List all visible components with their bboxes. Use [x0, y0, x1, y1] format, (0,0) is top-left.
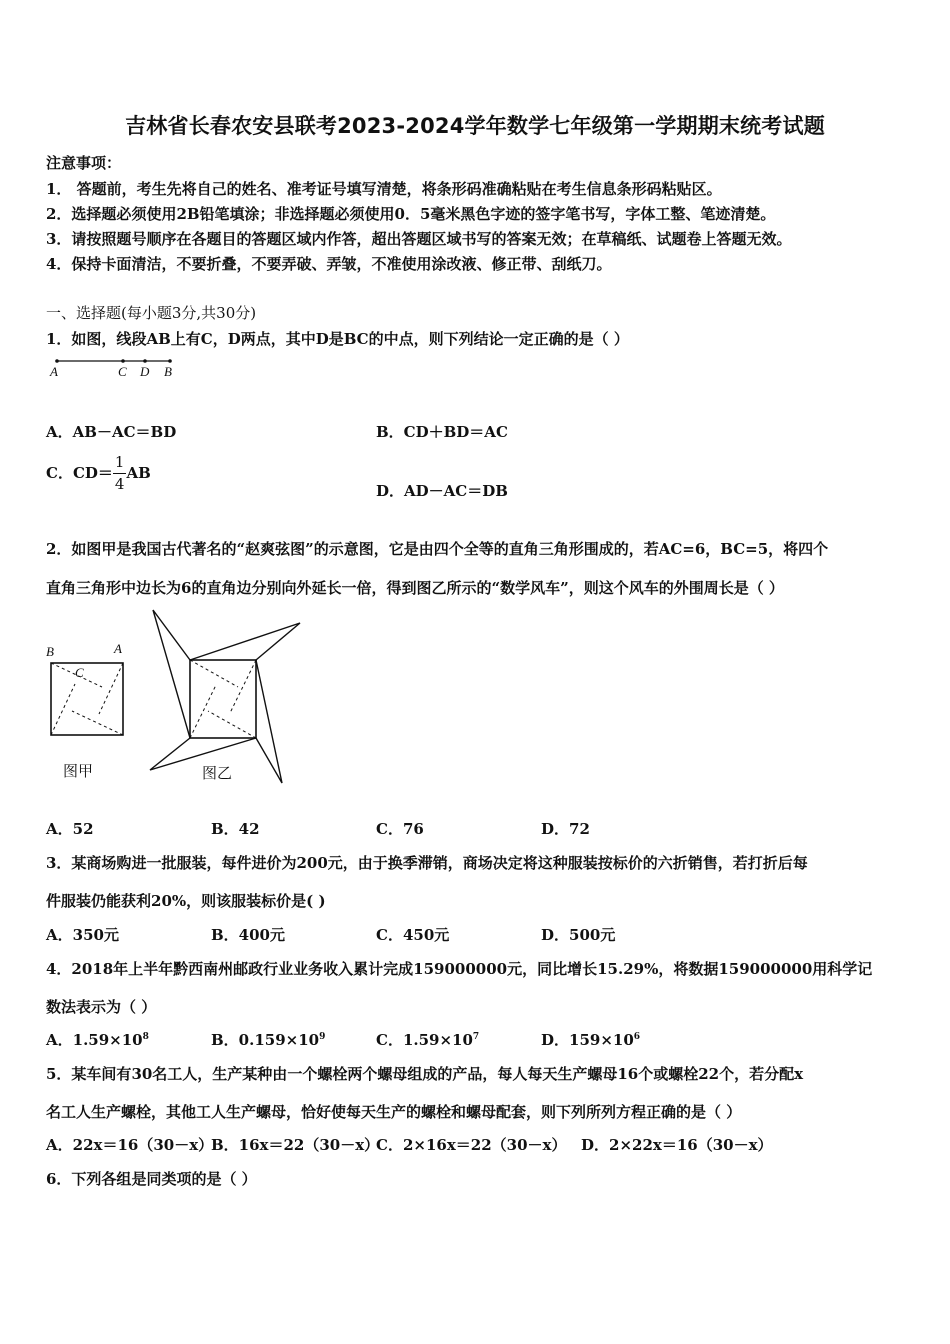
q3-stem-line2: 件服装仍能获利20%，则该服装标价是( ) [46, 892, 326, 910]
fraction-denominator: 4 [114, 475, 125, 493]
q4-option-b [211, 1029, 325, 1050]
q4-stem-line1: 4．2018年上半年黔西南州邮政行业业务收入累计完成159000000元，同比增长15.29%，将数据159000000用科学记 [46, 960, 873, 978]
point-b-label: B [164, 364, 172, 379]
center-square [190, 660, 256, 738]
q4-option-b-base: B．0.159×10 [211, 1031, 320, 1049]
q2-option-c: C．76 [376, 820, 424, 838]
q3-option-c: C．450元 [376, 926, 450, 944]
q5-option-b: B．16x＝22（30－x） [211, 1136, 380, 1154]
q5-stem-line2: 名工人生产螺栓，其他工人生产螺母，恰好使每天生产的螺栓和螺母配套，则下列所列方程正确的是（ ） [46, 1103, 742, 1121]
q1-option-c [46, 455, 151, 492]
figure-yi-math-windmill [148, 605, 308, 787]
q6-stem: 6．下列各组是同类项的是（ ） [46, 1170, 257, 1188]
fig-jia-label-a: A [114, 641, 122, 656]
notice-item-1: 1． 答题前，考生先将自己的姓名、准考证号填写清楚，将条形码准确粘贴在考生信息条形码粘贴区。 [46, 180, 722, 198]
inner-dashed-lines [190, 660, 256, 738]
q4-stem-line2: 数法表示为（ ） [46, 998, 157, 1016]
point-b-dot [168, 359, 172, 363]
section-heading: 一、选择题(每小题3分,共30分) [46, 304, 257, 322]
outer-square [51, 663, 123, 735]
q4-option-a-exp: 8 [142, 1032, 149, 1042]
point-d-label: D [140, 364, 150, 379]
q2-option-a: A．52 [46, 820, 94, 838]
q1-option-c-suffix: AB [126, 464, 151, 482]
page-title: 吉林省长春农安县联考2023-2024学年数学七年级第一学期期末统考试题 [125, 114, 825, 138]
fig-jia-label-c: C [75, 665, 84, 680]
q5-option-a: A．22x＝16（30－x） [46, 1136, 214, 1154]
q2-option-b: B．42 [211, 820, 260, 838]
q4-option-c [376, 1029, 479, 1050]
fig-jia-label-b: B [46, 644, 54, 659]
q4-option-c-base: C．1.59×10 [376, 1031, 473, 1049]
q5-option-c: C．2×16x＝22（30－x） [376, 1136, 567, 1154]
q2-option-d: D．72 [541, 820, 590, 838]
q5-option-d: D．2×22x＝16（30－x） [581, 1136, 773, 1154]
point-c-dot [121, 359, 125, 363]
notice-item-3: 3．请按照题号顺序在各题目的答题区域内作答，超出答题区域书写的答案无效；在草稿纸、试题卷上答题无效。 [46, 230, 792, 248]
q1-stem: 1．如图，线段AB上有C，D两点，其中D是BC的中点，则下列结论一定正确的是（ ） [46, 330, 629, 348]
point-c-label: C [118, 364, 127, 379]
figure-jia-zhao-shuang [44, 655, 130, 745]
notice-item-2: 2．选择题必须使用2B铅笔填涂；非选择题必须使用0．5毫米黑色字迹的签字笔书写，字体工整、笔迹清楚。 [46, 205, 776, 223]
fraction-numerator: 1 [113, 455, 127, 474]
q4-option-d-exp: 6 [633, 1032, 641, 1042]
notice-item-4: 4．保持卡面清洁，不要折叠，不要弄破、弄皱，不准使用涂改液、修正带、刮纸刀。 [46, 255, 612, 273]
fig-yi-caption: 图乙 [202, 764, 233, 782]
point-d-dot [143, 359, 147, 363]
inner-triangles [51, 663, 123, 735]
q5-stem-line1: 5．某车间有30名工人，生产某种由一个螺栓两个螺母组成的产品，每人每天生产螺母16个或螺栓22个，若分配x [46, 1065, 804, 1083]
q1-option-d: D．AD－AC＝DB [376, 482, 508, 500]
q3-option-b: B．400元 [211, 926, 285, 944]
q4-option-d [541, 1029, 640, 1050]
q2-stem-line2: 直角三角形中边长为6的直角边分别向外延长一倍，得到图乙所示的“数学风车”，则这个风车的外围周长是（ ） [46, 579, 784, 597]
q4-option-a [46, 1029, 149, 1050]
q1-option-b: B．CD＋BD＝AC [376, 423, 508, 441]
q1-option-c-fraction [113, 455, 127, 492]
notice-heading: 注意事项： [46, 154, 122, 172]
q4-option-d-base: D．159×10 [541, 1031, 634, 1049]
q2-stem-line1: 2．如图甲是我国古代著名的“赵爽弦图”的示意图，它是由四个全等的直角三角形围成的，若AC=6，BC=5，将四个 [46, 540, 829, 558]
fig-jia-caption: 图甲 [63, 762, 94, 780]
q1-option-c-prefix: C．CD＝ [46, 464, 113, 482]
windmill-blades [150, 610, 300, 783]
q4-option-a-base: A．1.59×10 [46, 1031, 143, 1049]
q4-option-b-exp: 9 [319, 1032, 326, 1042]
point-a-dot [55, 359, 59, 363]
q1-option-a: A．AB－AC＝BD [46, 423, 177, 441]
point-a-label: A [50, 364, 58, 379]
q3-option-a: A．350元 [46, 926, 119, 944]
q4-option-c-exp: 7 [472, 1032, 480, 1042]
q3-stem-line1: 3．某商场购进一批服装，每件进价为200元，由于换季滞销，商场决定将这种服装按标价的六折销售，若打折后每 [46, 854, 808, 872]
q3-option-d: D．500元 [541, 926, 616, 944]
